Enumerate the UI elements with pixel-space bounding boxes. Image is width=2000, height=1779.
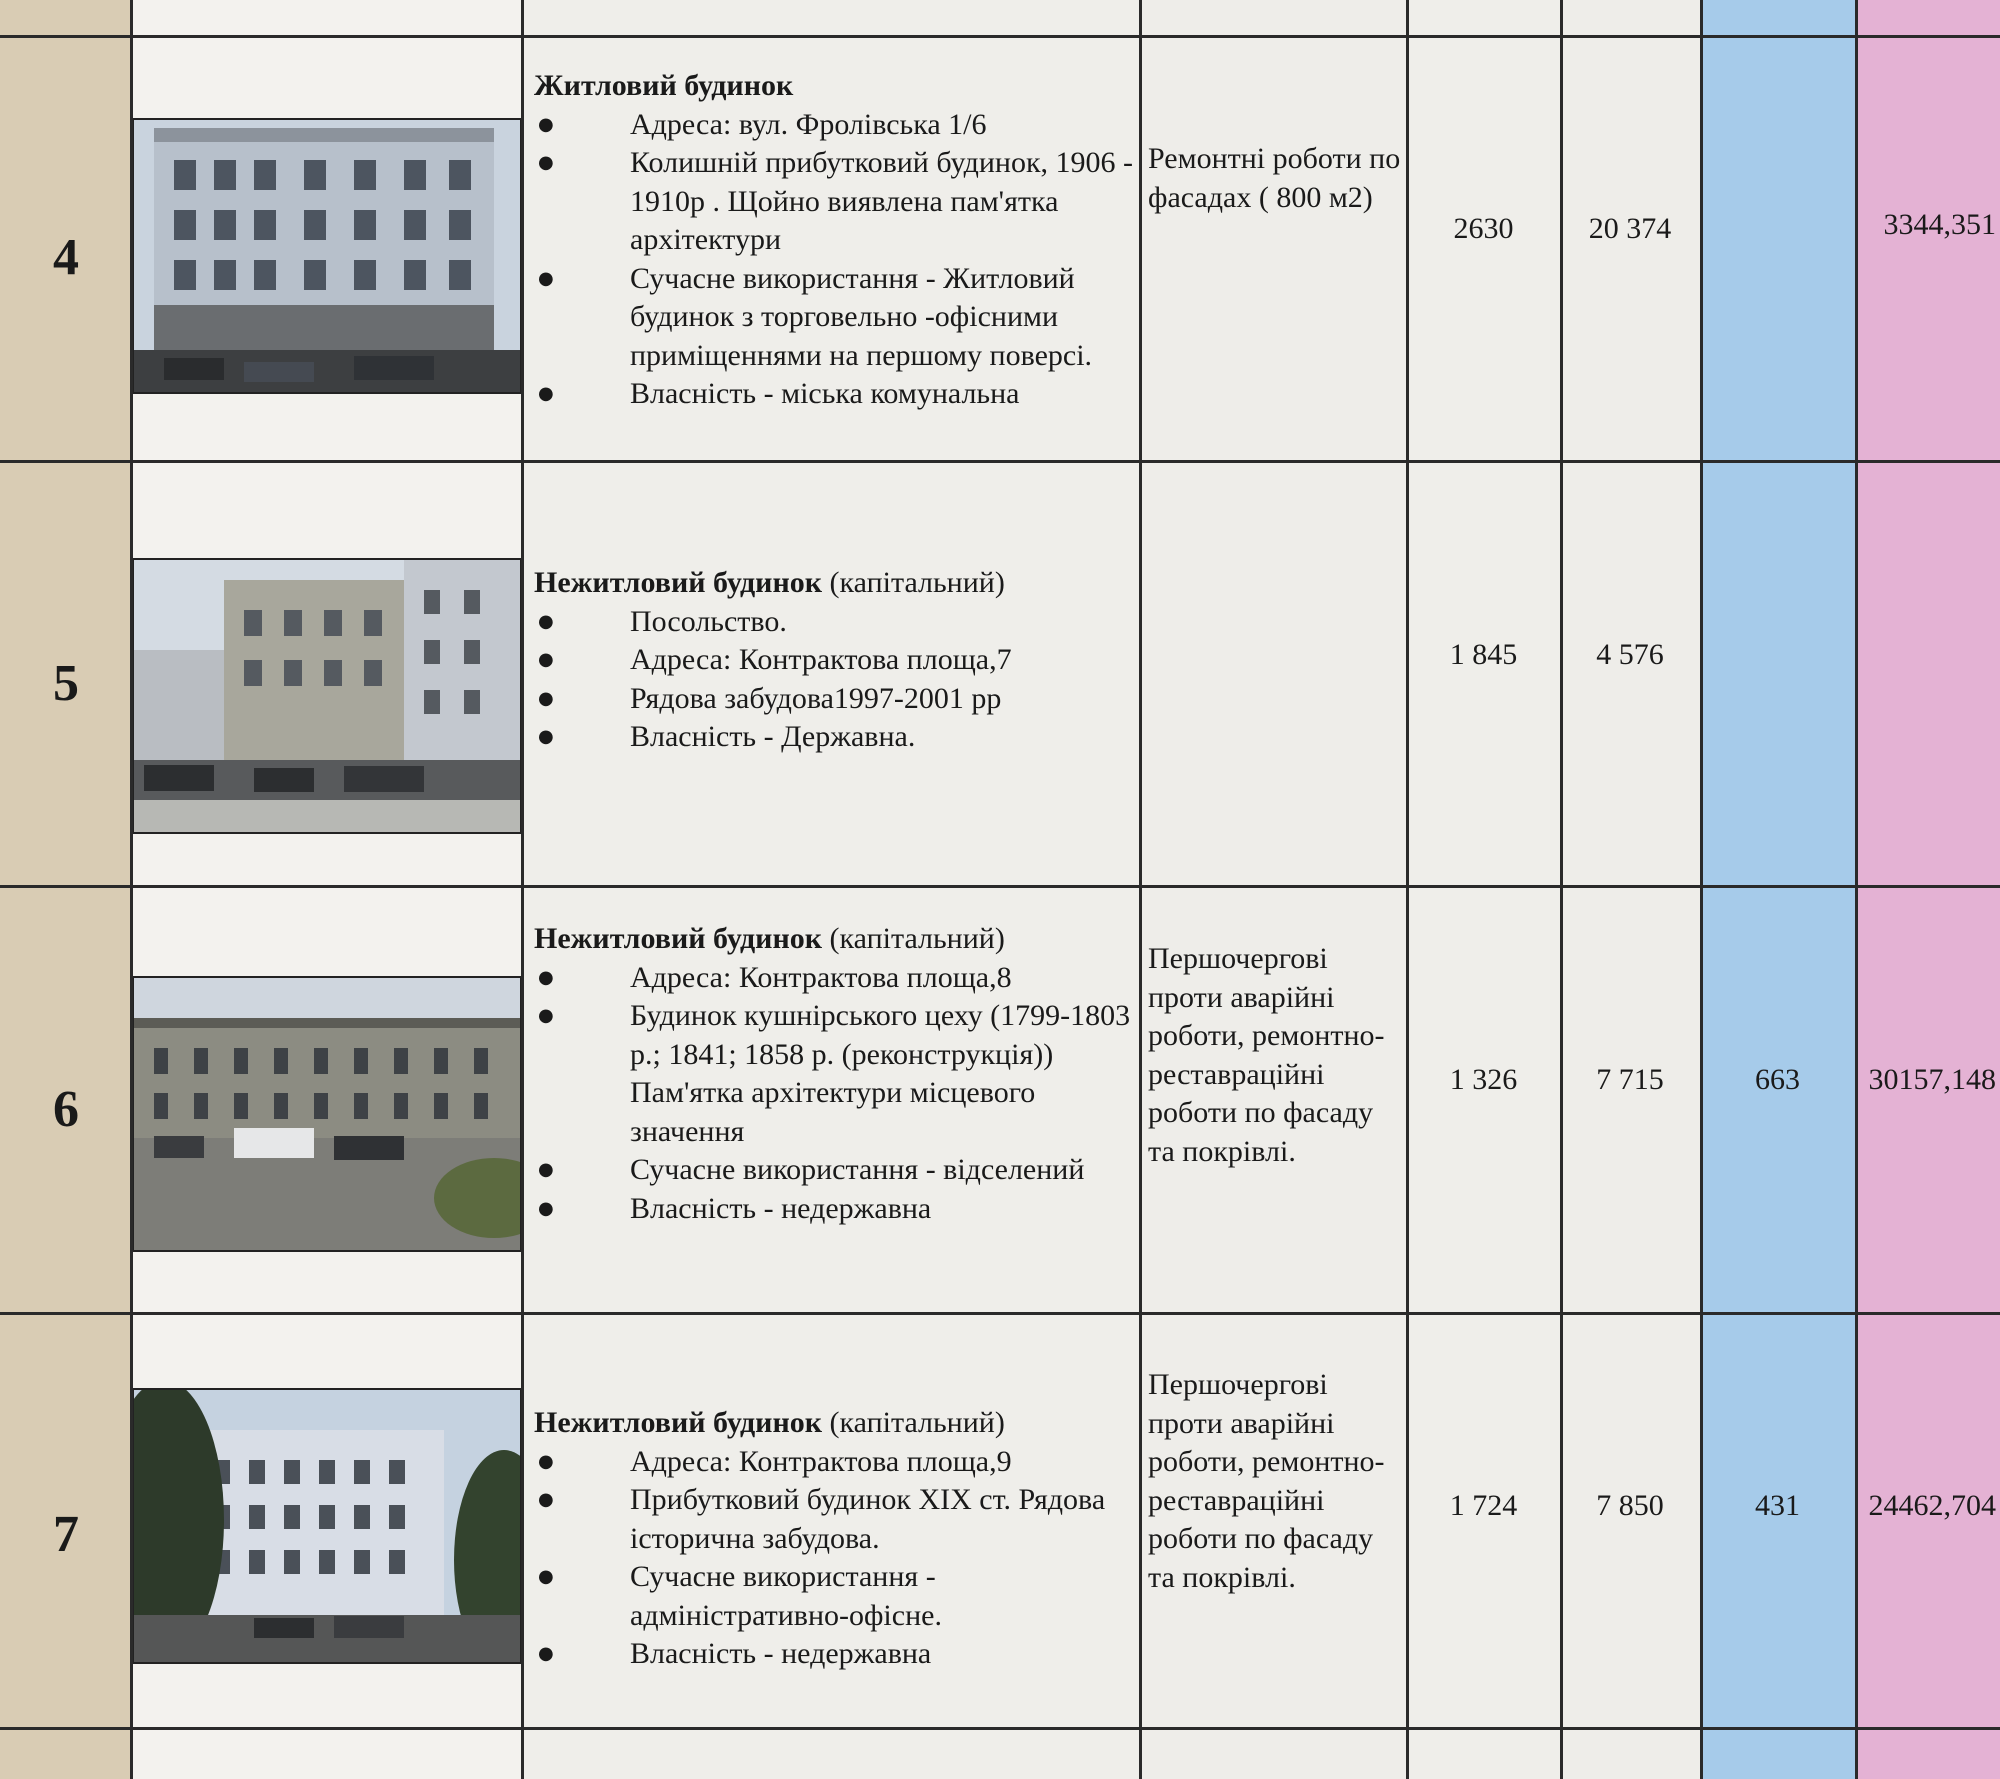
row-number: 6 <box>53 1081 79 1138</box>
list-item: ● Рядова забудова1997-2001 рр <box>534 680 1134 719</box>
building-photo-image <box>134 560 520 832</box>
value-blue: 431 <box>1755 1489 1800 1522</box>
list-item: ● Сучасне використання - Житловий будинок з торговельно -офісними приміщеннями на першому поверсі. <box>534 260 1134 376</box>
title-rest: (капітальний) <box>822 566 1005 599</box>
description <box>534 920 1134 1228</box>
building-photo-image <box>134 978 520 1250</box>
title-bold: Нежитловий будинок <box>534 1406 823 1439</box>
bullet-list <box>534 1443 1134 1674</box>
list-item: ● Адреса: Контрактова площа,9 <box>534 1443 1134 1482</box>
building-photo-image <box>134 1390 520 1662</box>
building-photo <box>132 558 522 834</box>
grid-line <box>1560 0 1563 1779</box>
value-volume: 20 374 <box>1588 212 1672 245</box>
value-area: 1 845 <box>1449 638 1518 671</box>
grid-line <box>0 1312 2000 1315</box>
row-number: 5 <box>53 655 79 712</box>
list-item: ● Адреса: Контрактова площа,8 <box>534 959 1134 998</box>
row-number: 4 <box>53 229 79 286</box>
row-title <box>534 1404 1134 1443</box>
value-pink: 30157,148 <box>1868 1063 1996 1096</box>
value-pink: 24462,704 <box>1868 1489 1996 1522</box>
grid-line <box>1139 0 1142 1779</box>
grid-line <box>0 1727 2000 1730</box>
value-volume: 7 850 <box>1596 1489 1664 1522</box>
works-description: Першочергові проти аварійні роботи, ремонтно-реставраційні роботи по фасаду та покрівлі. <box>1148 1368 1385 1594</box>
works-description: Першочергові проти аварійні роботи, ремонтно-реставраційні роботи по фасаду та покрівлі. <box>1148 942 1385 1168</box>
title-bold: Нежитловий будинок <box>534 922 823 955</box>
works-description: Ремонтні роботи по фасадах ( 800 м2) <box>1148 142 1401 214</box>
title-rest: (капітальний) <box>822 922 1005 955</box>
description <box>534 67 1134 414</box>
list-item: ● Сучасне використання - відселений <box>534 1151 1134 1190</box>
list-item: ● Адреса: вул. Фролівська 1/6 <box>534 106 1134 145</box>
row-number: 7 <box>53 1506 79 1563</box>
list-item: ● Сучасне використання - адміністративно-офісне. <box>534 1558 1134 1635</box>
building-photo <box>132 118 522 394</box>
row-title <box>534 67 1134 106</box>
bullet-list <box>534 959 1134 1229</box>
list-item: ● Власність - Державна. <box>534 718 1134 757</box>
title-rest: (капітальний) <box>822 1406 1005 1439</box>
title-bold: Житловий будинок <box>534 69 794 102</box>
list-item: ● Адреса: Контрактова площа,7 <box>534 641 1134 680</box>
grid-line <box>0 885 2000 888</box>
list-item: ● Посольство. <box>534 603 1134 642</box>
list-item: ● Власність - міська комунальна <box>534 375 1134 414</box>
grid-line <box>0 460 2000 463</box>
title-bold: Нежитловий будинок <box>534 566 823 599</box>
list-item: ● Будинок кушнірського цеху (1799-1803 р.; 1841; 1858 р. (реконструкція)) Пам'ятка архітектури місцевого значення <box>534 997 1134 1151</box>
description <box>534 1404 1134 1674</box>
grid-line <box>1855 0 1858 1779</box>
value-area: 1 724 <box>1449 1489 1518 1522</box>
value-pink: 3344,351 <box>1883 208 1996 241</box>
bullet-list <box>534 603 1134 757</box>
bullet-list <box>534 106 1134 414</box>
building-photo-image <box>134 120 520 392</box>
value-area: 1 326 <box>1449 1063 1518 1096</box>
row-title <box>534 920 1134 959</box>
row-title <box>534 564 1134 603</box>
value-blue: 663 <box>1755 1063 1800 1096</box>
list-item: ● Власність - недержавна <box>534 1190 1134 1229</box>
grid-line <box>0 35 2000 38</box>
grid-line <box>1406 0 1409 1779</box>
description <box>534 564 1134 757</box>
building-photo <box>132 1388 522 1664</box>
list-item: ● Власність - недержавна <box>534 1635 1134 1674</box>
grid-line <box>130 0 133 1779</box>
list-item: ● Колишній прибутковий будинок, 1906 - 1910р . Щойно виявлена пам'ятка архітектури <box>534 144 1134 260</box>
value-volume: 4 576 <box>1596 638 1664 671</box>
grid-line <box>521 0 524 1779</box>
value-volume: 7 715 <box>1596 1063 1664 1096</box>
value-area: 2630 <box>1453 212 1514 245</box>
list-item: ● Прибутковий будинок XIX ст. Рядова історична забудова. <box>534 1481 1134 1558</box>
building-photo <box>132 976 522 1252</box>
grid-line <box>1700 0 1703 1779</box>
